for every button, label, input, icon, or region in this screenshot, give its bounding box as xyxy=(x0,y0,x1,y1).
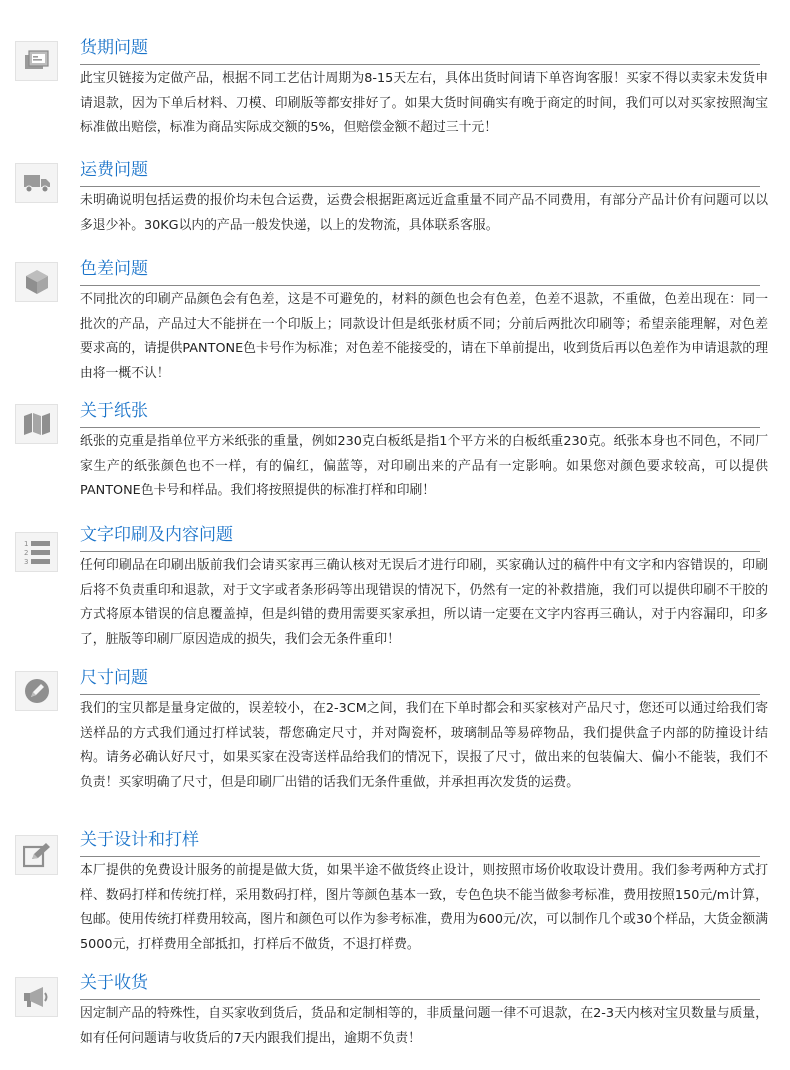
numbered-list-icon xyxy=(15,532,58,572)
photos-icon xyxy=(15,41,58,81)
section-divider xyxy=(80,999,760,1000)
section-divider xyxy=(80,285,760,286)
section-text: 此宝贝链接为定做产品，根据不同工艺估计周期为8-15天左右，具体出货时间请下单咨询客服！买家不得以卖家未发货申请退款，因为下单后材料、刀模、印刷版等都安排好了。如果大货时间确实有晚于商定的时间，我们可以对买家按照淘宝标准做出赔偿，标准为商品实际成交额的5%，但赔偿金额不超过三十元！ xyxy=(80,71,768,135)
pencil-circle-icon xyxy=(15,671,58,711)
section-divider xyxy=(80,551,760,552)
section-title: 货期问题 xyxy=(80,38,148,58)
svg-text:3: 3 xyxy=(23,558,28,566)
cube-icon xyxy=(15,262,58,302)
section-divider xyxy=(80,694,760,695)
megaphone-icon xyxy=(15,977,58,1017)
section-divider xyxy=(80,186,760,187)
svg-text:2: 2 xyxy=(23,549,28,557)
section-text: 我们的宝贝都是量身定做的，误差较小，在2-3CM之间，我们在下单时都会和买家核对产品尺寸，您还可以通过给我们寄送样品的方式我们通过打样试装，帮您确定尺寸，并对陶瓷杯，玻璃制品等易碎物品，我们提供盒子内部的防撞设计结构。请务必确认好尺寸，如果买家在没寄送样品给我们的情况下，误报了尺寸，做出来的包装偏大、偏小不能装，我们不负责！买家明确了尺寸，但是印刷厂出错的话我们无条件重做，并承担再次发货的运费。 xyxy=(80,701,768,790)
section-text: 未明确说明包括运费的报价均未包合运费，运费会根据距离远近盒重量不同产品不同费用，有部分产品计价有问题可以以多退少补。30KG以内的产品一般发快递，以上的发物流，具体联系客服。 xyxy=(80,193,768,233)
section-divider xyxy=(80,856,760,857)
edit-icon xyxy=(15,835,58,875)
section-title: 运费问题 xyxy=(80,160,148,180)
section-text: 不同批次的印刷产品颜色会有色差，这是不可避免的，材料的颜色也会有色差，色差不退款，不重做，色差出现在：同一批次的产品，产品过大不能拼在一个印版上；同款设计但是纸张材质不同；分前后两批次印刷等；希望亲能理解，对色差要求高的，请提供PANTONE色卡号作为标准；对色差不能接受的，请在下单前提出，收到货后再以色差作为申请退款的理由将一概不认！ xyxy=(80,292,768,381)
map-icon xyxy=(15,404,58,444)
section-title: 尺寸问题 xyxy=(80,668,148,688)
truck-icon xyxy=(15,163,58,203)
section-title: 关于设计和打样 xyxy=(80,830,199,850)
section-divider xyxy=(80,64,760,65)
section-title: 文字印刷及内容问题 xyxy=(80,525,233,545)
section-text: 任何印刷品在印刷出版前我们会请买家再三确认核对无误后才进行印刷，买家确认过的稿件中有文字和内容错误的，印刷后将不负责重印和退款，对于文字或者条形码等出现错误的情况下，仍然有一定的补救措施，我们可以提供印刷不干胶的方式将原本错误的信息覆盖掉，但是纠错的费用需要买家承担，所以请一定要在文字内容再三确认，对于内容漏印，印多了，脏版等印刷厂原因造成的损失，我们会无条件重印！ xyxy=(80,558,768,647)
svg-text:1: 1 xyxy=(23,540,28,548)
section-title: 关于纸张 xyxy=(80,401,148,421)
section-title: 色差问题 xyxy=(80,259,148,279)
section-text: 因定制产品的特殊性，自买家收到货后，货品和定制相等的，非质量问题一律不可退款，在2-3天内核对宝贝数量与质量，如有任何问题请与收货后的7天内跟我们提出，逾期不负责！ xyxy=(80,1006,768,1046)
section-title: 关于收货 xyxy=(80,973,148,993)
section-text: 本厂提供的免费设计服务的前提是做大货，如果半途不做货终止设计，则按照市场价收取设计费用。我们参考两种方式打样、数码打样和传统打样，采用数码打样，图片等颜色基本一致，专色色块不能当做参考标准，费用按照150元/m计算，包邮。使用传统打样费用较高，图片和颜色可以作为参考标准，费用为600元/次，可以制作几个或30个样品，大货金额满5000元，打样费用全部抵扣，打样后不做货，不退打样费。 xyxy=(80,863,768,952)
section-text: 纸张的克重是指单位平方米纸张的重量，例如230克白板纸是指1个平方米的白板纸重230克。纸张本身也不同色，不同厂家生产的纸张颜色也不一样，有的偏红，偏蓝等，对印刷出来的产品有一定影响。如果您对颜色要求较高，可以提供PANTONE色卡号和样品。我们将按照提供的标准打样和印刷！ xyxy=(80,434,768,498)
section-divider xyxy=(80,427,760,428)
